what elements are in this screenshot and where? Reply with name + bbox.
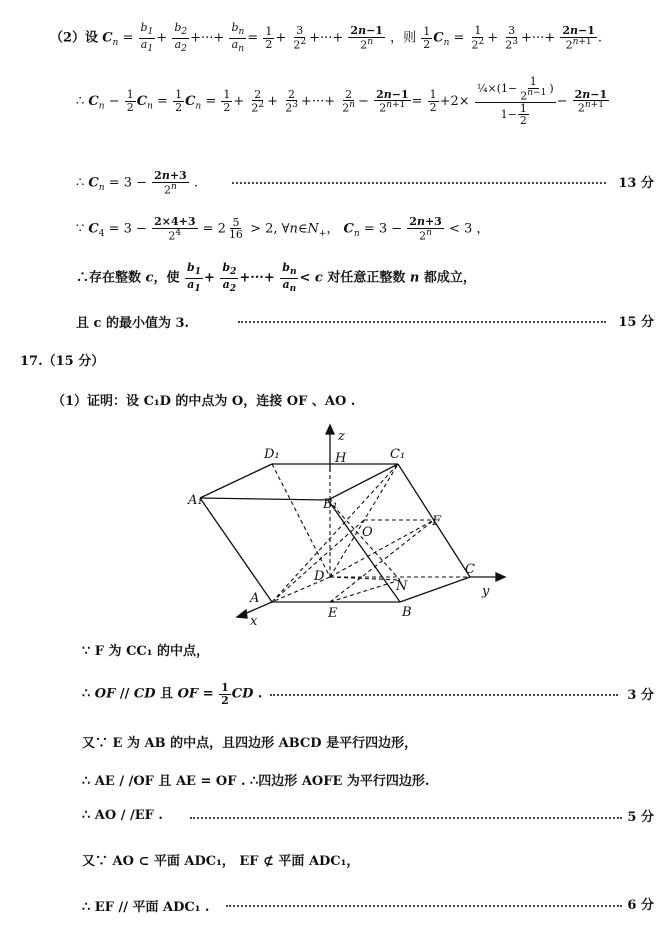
- q17-title: 17.（15 分）: [20, 354, 105, 369]
- score-6: 6 分: [627, 898, 654, 913]
- label-x: x: [250, 614, 258, 629]
- line2: ∴ $C_n$ − $\frac{1}{2}$ $C_n$ = $\frac{1}{2}$ $C_n$ = $\frac{1}{2}$ + $\frac{2}{2^2}$ + $\frac{2}{2^3}$ +···+ $\frac{2}{2^n}$ − $\frac{2n-1}{2^{n+1}}$ = $\frac{1}{2}$ +2× ¼×(1− $\frac{1}{2^{n-1}}$ ) 1− $\frac{1}{2}$ − $\frac{2n-1}{2^{n+1}}$: [76, 75, 608, 128]
- label-F: F: [432, 514, 442, 529]
- label-O: O: [362, 525, 373, 540]
- label-B1: B₁: [323, 497, 338, 512]
- label-C1: C₁: [390, 447, 406, 462]
- dotted-leader: [232, 182, 606, 184]
- label-y: y: [482, 584, 490, 599]
- label-H: H: [335, 451, 347, 466]
- label-C: C: [465, 562, 475, 577]
- dotted-leader: [270, 694, 618, 696]
- dotted-leader: [190, 817, 622, 819]
- proof-line7: ∴ EF // 平面 ADC₁ .: [82, 900, 210, 915]
- line4: ∵ $C_4 = 3$ − $\frac{2\times 4+3}{2^4}$ = 2 $\frac{5}{16}$ > 2, $\forall n\in N_+$， $C_n = 3$ − $\frac{2n+3}{2^n}$ < 3 ，: [76, 215, 490, 243]
- label-D1: D₁: [264, 447, 280, 462]
- dotted-leader: [226, 905, 622, 907]
- proof-line1: ∵ F 为 CC₁ 的中点，: [82, 644, 209, 659]
- proof-line5: ∴ AO / /EF .: [82, 808, 163, 823]
- label-B: B: [402, 605, 412, 620]
- part2-label: （2）设: [50, 30, 99, 46]
- dotted-leader: [238, 321, 606, 323]
- score-5: 5 分: [627, 810, 654, 825]
- geometry-diagram: [180, 420, 520, 635]
- label-A: A: [250, 591, 260, 606]
- score-3: 3 分: [627, 688, 654, 703]
- label-A1: A₁: [188, 493, 203, 508]
- q17-part1: （1）证明：设 C₁D 的中点为 O，连接 OF 、AO .: [52, 394, 356, 409]
- label-z: z: [338, 429, 345, 444]
- proof-line3: 又∵ E 为 AB 的中点，且四边形 ABCD 是平行四边形，: [82, 736, 418, 751]
- proof-line6: 又∵ AO ⊂ 平面 ADC₁， EF ⊄ 平面 ADC₁，: [82, 854, 360, 869]
- line3: ∴ $C_n = 3$ − $\frac{2n+3}{2^n}$ .: [76, 169, 198, 197]
- label-E: E: [328, 606, 338, 621]
- proof-line2: ∴ OF // CD 且 OF = $\frac{1}{2}$ CD .: [82, 681, 263, 707]
- label-N: N: [396, 579, 408, 594]
- proof-line4: ∴ AE / /OF 且 AE = OF . ∴四边形 AOFE 为平行四边形.: [82, 774, 430, 789]
- line5: ∴存在整数 c，使 $\frac{b_1}{a_1}$ + $\frac{b_2}{a_2}$ +···+ $\frac{b_n}{a_n}$ < c 对任意正整数 n 都成立，: [76, 261, 476, 294]
- score-15: 15 分: [618, 315, 654, 330]
- label-D: D: [314, 569, 325, 584]
- line1: （2）设 $C_n$ = $\frac{b_1}{a_1}$ + $\frac{b_2}{a_2}$ +···+ $\frac{b_n}{a_n}$ = $\frac{1}{2}$ + $\frac{3}{2^2}$ +···+ $\frac{2n-1}{2^n}$ ，则 $\frac{1}{2}$ $C_n$ = $\frac{1}{2^2}$ + $\frac{3}{2^3}$ +···+ $\frac{2n-1}{2^{n+1}}$ .: [50, 21, 603, 54]
- score-13: 13 分: [618, 176, 654, 191]
- line6: 且 c 的最小值为 3.: [76, 316, 190, 331]
